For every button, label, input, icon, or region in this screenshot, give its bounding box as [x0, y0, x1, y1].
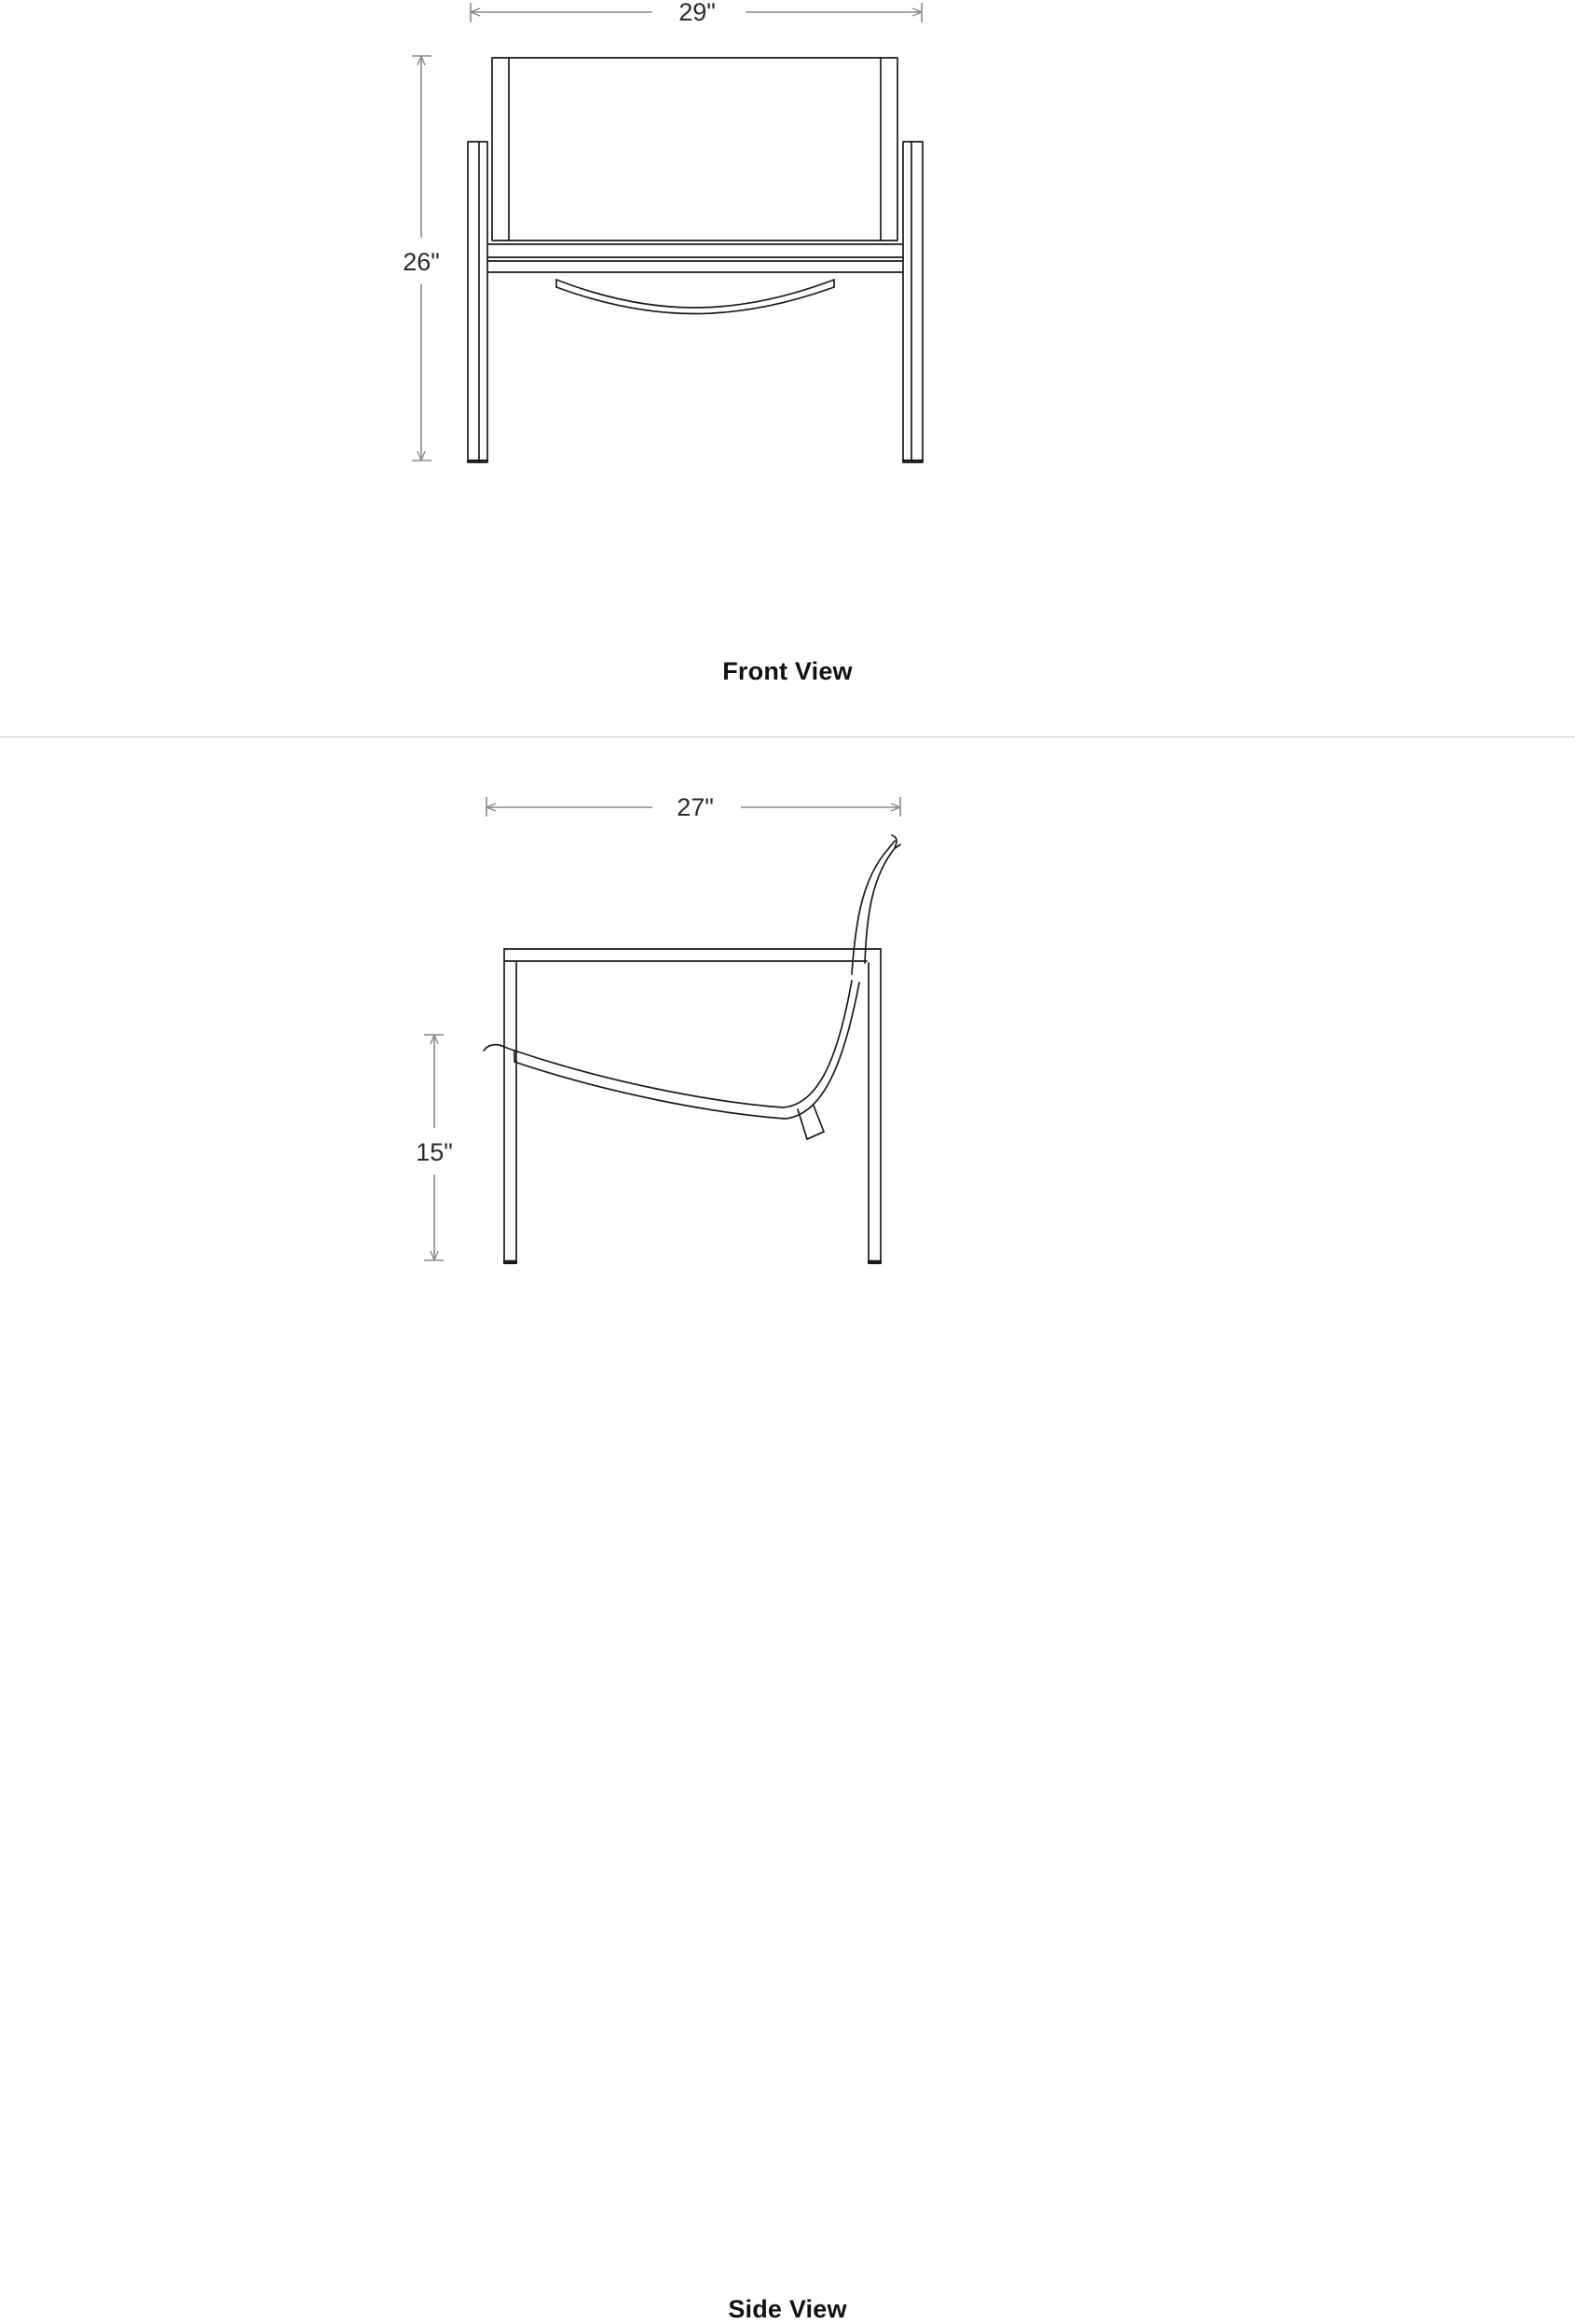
- side-view-drawing: [0, 736, 1575, 1661]
- front-view-drawing: [0, 0, 1575, 736]
- chair-side-outline: [484, 835, 900, 1263]
- front-view-label: Front View: [722, 657, 853, 685]
- side-depth-value: 27": [677, 793, 714, 821]
- side-view-label: Side View: [728, 2295, 847, 2323]
- side-view-panel: [0, 736, 1575, 2323]
- front-width-value: 29": [678, 0, 716, 26]
- front-height-value: 26": [403, 248, 440, 276]
- side-seat-height-value: 15": [416, 1138, 453, 1166]
- chair-front-outline: [468, 58, 923, 462]
- front-view-panel: [0, 0, 1575, 736]
